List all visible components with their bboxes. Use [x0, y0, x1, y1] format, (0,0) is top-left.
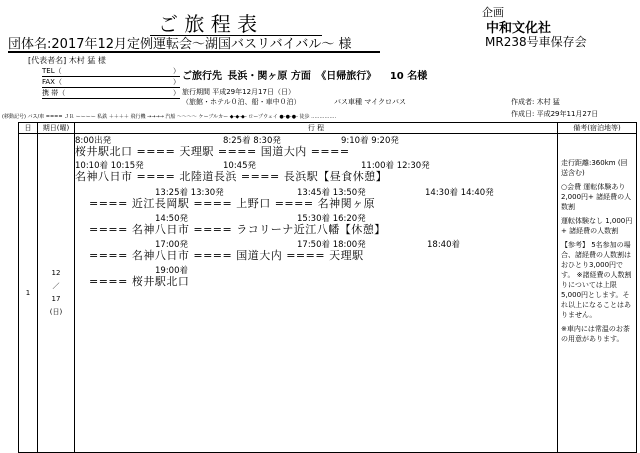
route-line: ==== 近江長岡駅 ==== 上野口 ==== 名神関ヶ原	[89, 197, 376, 210]
itinerary-cell	[75, 134, 558, 453]
day-date: 12 ／ 17 (日)	[38, 134, 75, 453]
time-line: 17:50着 18:00発	[297, 240, 366, 250]
remark-item: ※車内には常温のお茶の用意があります。	[561, 325, 630, 343]
organizer-subname: MR238号車保存会	[485, 35, 587, 49]
header-date: 期日(曜)	[38, 123, 75, 134]
group-name: :2017年12月定例運転会〜湖国バスリバイバル〜 様	[47, 37, 352, 52]
remarks-cell	[558, 134, 637, 453]
time-line: 18:40着	[427, 240, 460, 250]
header-remarks: 備考(宿泊地等)	[558, 123, 637, 134]
period-nights: （旅館・ホテル０泊、船・車中０泊）	[182, 98, 301, 106]
destination-label: ご旅行先	[182, 71, 222, 82]
header-itinerary: 行 程	[75, 123, 558, 134]
route-line: ==== 桜井駅北口	[89, 275, 190, 288]
tel-line: TEL（ ）	[42, 67, 180, 75]
destination-value: 長浜・関ヶ原 方面	[227, 71, 311, 82]
header-day: 日	[19, 123, 38, 134]
day-number: 1	[19, 134, 38, 453]
remark-item: 走行距離:360km (回送含む)	[561, 159, 628, 177]
time-line: 14:50発	[155, 214, 188, 224]
time-line: 11:00着 12:30発	[361, 161, 430, 171]
group-underline	[8, 51, 380, 53]
group-name-line	[8, 33, 352, 52]
created-date: 作成日: 平成29年11月27日	[511, 110, 599, 118]
remark-item: 【参考】 5名参加の場合、諸経費の人数割はおひとり3,000円です。 ※諸経費の人数割りについては上限5,000円とします。それ以上になることはありません。	[561, 241, 632, 319]
fax-line: FAX（ ）	[42, 78, 180, 86]
mobile-line: 携 帯（ ）	[42, 89, 180, 97]
route-line: 名神八日市 ==== 北陸道長浜 ==== 長浜駅【昼食休憩】	[75, 170, 388, 183]
time-line: 13:45着 13:50発	[297, 188, 366, 198]
time-line: 8:25着 8:30発	[223, 136, 281, 146]
contact-block	[42, 66, 180, 99]
page-title: ご 旅 程 表	[158, 12, 258, 36]
route-line: 桜井駅北口 ==== 天理駅 ==== 国道大内 ====	[75, 145, 350, 158]
destination-line	[182, 67, 427, 82]
time-line: 8:00出発	[75, 136, 112, 146]
creator: 作成者: 木村 猛	[511, 98, 560, 106]
bus-type: バス車種 マイクロバス	[334, 98, 406, 106]
time-line: 10:45発	[223, 161, 256, 171]
remarks-body	[558, 134, 636, 344]
transport-legend: (移動記号) バス/車 ==== ＪＲ ーーーー 私鉄 ＋＋＋＋ 飛行機 →→→→ 汽船 ～～～～ ケーブルカー ◆-◆-◆- ロープウェイ ●-●-●- 徒歩 ……………	[2, 114, 337, 120]
time-line: 15:30着 16:20発	[297, 214, 366, 224]
time-line: 14:30着 14:40発	[425, 188, 494, 198]
time-line: 17:00発	[155, 240, 188, 250]
remark-item: 運転体験なし 1,000円+ 諸経費の人数割	[561, 217, 633, 235]
remark-item: ○会費 運転体験あり 2,000円+ 諸経費の人数割	[561, 183, 632, 211]
route-line: ==== 名神八日市 ==== ラコリーナ近江八幡【休憩】	[89, 223, 386, 236]
itinerary-table	[18, 122, 637, 453]
time-line: 19:00着	[155, 266, 188, 276]
trip-type: 《日帰旅行》	[316, 71, 377, 82]
representative: [代表者名] 木村 猛 様	[28, 56, 106, 65]
time-line: 10:10着 10:15発	[75, 161, 144, 171]
route-line: ==== 名神八日市 ==== 国道大内 ==== 天理駅	[89, 249, 364, 262]
organizer-name: 中和文化社	[486, 21, 552, 36]
travel-period	[182, 87, 301, 107]
participant-count: 10 名様	[389, 71, 428, 82]
time-line: 9:10着 9:20発	[341, 136, 399, 146]
itinerary-body	[75, 134, 557, 452]
group-label: 団体名	[8, 37, 48, 52]
time-line: 13:25着 13:30発	[155, 188, 224, 198]
period-dates: 旅行期間 平成29年12月17日（日）	[182, 88, 295, 96]
organizer-label: 企画	[482, 6, 504, 19]
